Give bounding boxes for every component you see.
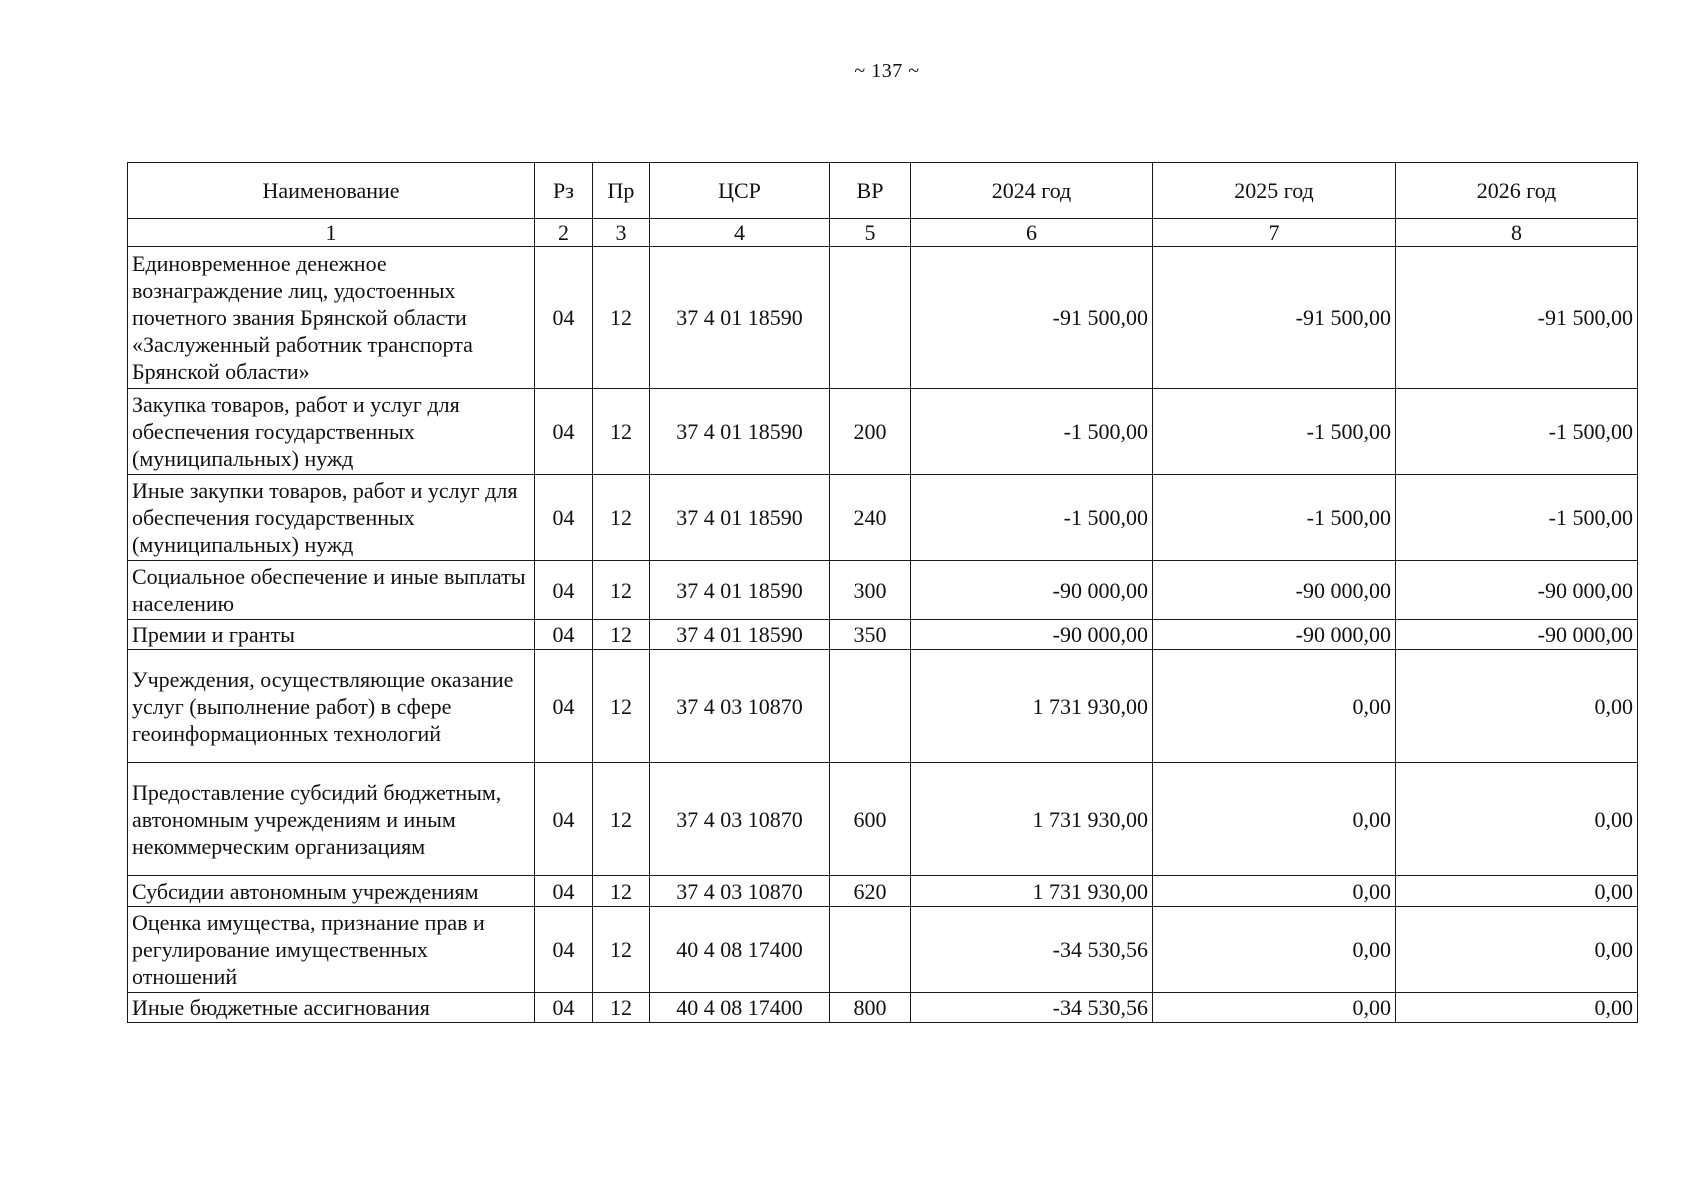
cell-pr: 12 (593, 907, 650, 993)
cell-name: Оценка имущества, признание прав и регулирование имущественных отношений (128, 907, 535, 993)
table-row (128, 993, 1638, 1023)
cell-name: Иные бюджетные ассигнования (128, 993, 535, 1023)
cell-csr: 37 4 01 18590 (650, 247, 830, 389)
cell-2025: -1 500,00 (1153, 389, 1396, 475)
header-2026: 2026 год (1396, 163, 1638, 219)
cell-vr: 350 (830, 620, 911, 650)
cell-2024: -91 500,00 (911, 247, 1153, 389)
cell-2025: 0,00 (1153, 650, 1396, 763)
header-2024: 2024 год (911, 163, 1153, 219)
cell-2026: 0,00 (1396, 650, 1638, 763)
header-vr: ВР (830, 163, 911, 219)
cell-vr (830, 907, 911, 993)
cell-name: Премии и гранты (128, 620, 535, 650)
column-number: 3 (593, 219, 650, 247)
cell-name: Учреждения, осуществляющие оказание услуг (выполнение работ) в сфере геоинформационных технологий (128, 650, 535, 763)
cell-pr: 12 (593, 876, 650, 907)
column-number: 4 (650, 219, 830, 247)
cell-2026: 0,00 (1396, 993, 1638, 1023)
cell-2025: -1 500,00 (1153, 475, 1396, 561)
cell-vr: 300 (830, 561, 911, 620)
cell-2025: 0,00 (1153, 876, 1396, 907)
cell-rz: 04 (535, 389, 593, 475)
column-number: 1 (128, 219, 535, 247)
table-row (128, 763, 1638, 876)
cell-pr: 12 (593, 561, 650, 620)
cell-2024: -34 530,56 (911, 993, 1153, 1023)
cell-2026: 0,00 (1396, 763, 1638, 876)
cell-2024: 1 731 930,00 (911, 763, 1153, 876)
cell-name: Предоставление субсидий бюджетным, автономным учреждениям и иным некоммерческим организациям (128, 763, 535, 876)
table-row (128, 907, 1638, 993)
cell-2026: -1 500,00 (1396, 389, 1638, 475)
table-row (128, 475, 1638, 561)
cell-pr: 12 (593, 389, 650, 475)
cell-rz: 04 (535, 561, 593, 620)
cell-2026: -90 000,00 (1396, 561, 1638, 620)
cell-vr (830, 650, 911, 763)
cell-rz: 04 (535, 876, 593, 907)
header-row (128, 163, 1638, 219)
cell-2026: -90 000,00 (1396, 620, 1638, 650)
cell-csr: 37 4 03 10870 (650, 763, 830, 876)
cell-csr: 40 4 08 17400 (650, 907, 830, 993)
column-number: 7 (1153, 219, 1396, 247)
table-row (128, 389, 1638, 475)
cell-2026: 0,00 (1396, 876, 1638, 907)
cell-csr: 37 4 01 18590 (650, 475, 830, 561)
cell-name: Закупка товаров, работ и услуг для обеспечения государственных (муниципальных) нужд (128, 389, 535, 475)
column-number: 6 (911, 219, 1153, 247)
column-number: 2 (535, 219, 593, 247)
cell-vr: 620 (830, 876, 911, 907)
cell-2026: 0,00 (1396, 907, 1638, 993)
cell-csr: 37 4 03 10870 (650, 876, 830, 907)
cell-2025: 0,00 (1153, 763, 1396, 876)
cell-2024: 1 731 930,00 (911, 876, 1153, 907)
cell-2026: -1 500,00 (1396, 475, 1638, 561)
column-number: 5 (830, 219, 911, 247)
cell-2025: 0,00 (1153, 907, 1396, 993)
cell-name: Единовременное денежное вознаграждение лиц, удостоенных почетного звания Брянской области «Заслуженный работник транспорта Брянской области» (128, 247, 535, 389)
header-pr: Пр (593, 163, 650, 219)
cell-rz: 04 (535, 907, 593, 993)
cell-2024: 1 731 930,00 (911, 650, 1153, 763)
cell-pr: 12 (593, 475, 650, 561)
header-2025: 2025 год (1153, 163, 1396, 219)
cell-2025: 0,00 (1153, 993, 1396, 1023)
cell-pr: 12 (593, 620, 650, 650)
cell-vr (830, 247, 911, 389)
cell-csr: 37 4 01 18590 (650, 389, 830, 475)
cell-name: Субсидии автономным учреждениям (128, 876, 535, 907)
cell-rz: 04 (535, 475, 593, 561)
cell-pr: 12 (593, 763, 650, 876)
table-row (128, 876, 1638, 907)
cell-2024: -1 500,00 (911, 389, 1153, 475)
cell-vr: 800 (830, 993, 911, 1023)
cell-csr: 40 4 08 17400 (650, 993, 830, 1023)
cell-name: Социальное обеспечение и иные выплаты населению (128, 561, 535, 620)
column-number: 8 (1396, 219, 1638, 247)
page-number: ~ 137 ~ (854, 60, 920, 82)
table-row (128, 561, 1638, 620)
cell-2024: -90 000,00 (911, 561, 1153, 620)
cell-2024: -34 530,56 (911, 907, 1153, 993)
cell-pr: 12 (593, 650, 650, 763)
budget-table (127, 162, 1638, 1023)
column-number-row (128, 219, 1638, 247)
cell-rz: 04 (535, 763, 593, 876)
header-rz: Рз (535, 163, 593, 219)
cell-csr: 37 4 03 10870 (650, 650, 830, 763)
cell-2025: -90 000,00 (1153, 561, 1396, 620)
cell-rz: 04 (535, 650, 593, 763)
cell-pr: 12 (593, 993, 650, 1023)
cell-vr: 200 (830, 389, 911, 475)
cell-2024: -90 000,00 (911, 620, 1153, 650)
cell-2025: -91 500,00 (1153, 247, 1396, 389)
cell-rz: 04 (535, 993, 593, 1023)
cell-rz: 04 (535, 247, 593, 389)
table-row (128, 247, 1638, 389)
cell-2024: -1 500,00 (911, 475, 1153, 561)
cell-vr: 240 (830, 475, 911, 561)
cell-pr: 12 (593, 247, 650, 389)
table-row (128, 650, 1638, 763)
cell-csr: 37 4 01 18590 (650, 620, 830, 650)
cell-name: Иные закупки товаров, работ и услуг для обеспечения государственных (муниципальных) нужд (128, 475, 535, 561)
table-row (128, 620, 1638, 650)
header-name: Наименование (128, 163, 535, 219)
cell-2026: -91 500,00 (1396, 247, 1638, 389)
header-csr: ЦСР (650, 163, 830, 219)
cell-rz: 04 (535, 620, 593, 650)
cell-vr: 600 (830, 763, 911, 876)
cell-2025: -90 000,00 (1153, 620, 1396, 650)
cell-csr: 37 4 01 18590 (650, 561, 830, 620)
